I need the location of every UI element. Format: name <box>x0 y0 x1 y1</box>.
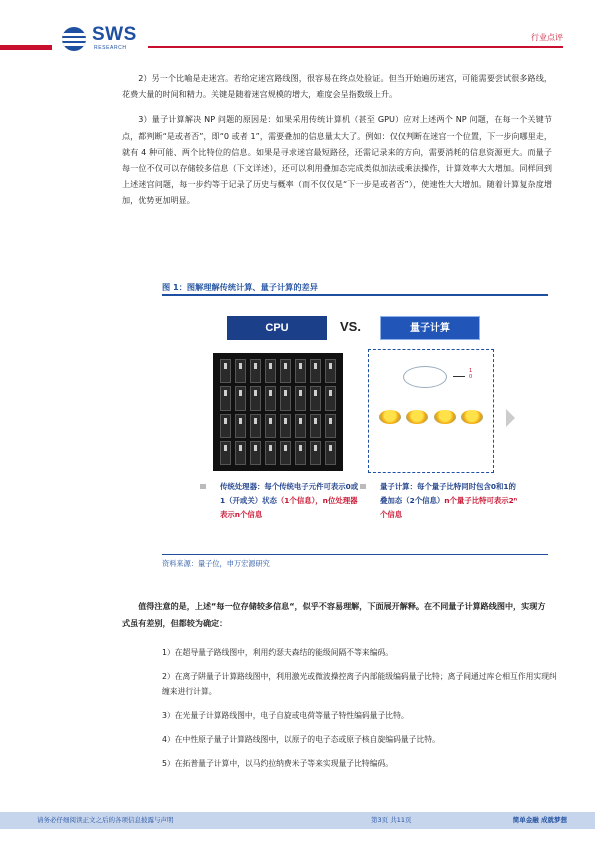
switch-element <box>265 414 276 438</box>
switch-element <box>280 386 291 410</box>
qubit-icon <box>406 410 428 424</box>
switch-element <box>235 441 246 465</box>
switch-element <box>250 441 261 465</box>
qubit-icon <box>461 410 483 424</box>
switch-element <box>220 386 231 410</box>
chevron-right-icon <box>506 409 515 427</box>
figure-bottom-rule <box>162 554 548 555</box>
switch-element <box>265 441 276 465</box>
figure-source: 资料来源：量子位，申万宏源研究 <box>162 559 270 568</box>
qubit-icon <box>379 410 401 424</box>
header-divider <box>148 46 563 48</box>
caption-quantum: 量子计算：每个量子比特同时包含0和1的叠加态（2个信息）n个量子比特可表示2ⁿ个信息 <box>380 480 520 522</box>
qubit-icon <box>434 410 456 424</box>
switch-element <box>220 441 231 465</box>
bullet-icon <box>360 484 366 489</box>
switch-element <box>250 414 261 438</box>
switch-element <box>235 386 246 410</box>
header-accent-bar <box>0 45 52 50</box>
logo-text: SWS <box>92 24 137 45</box>
qubit-illustration <box>368 349 494 473</box>
qubit-state-label: 1 0 <box>469 368 473 380</box>
switch-element <box>325 359 336 383</box>
page-number: 第3页 共11页 <box>371 816 412 824</box>
logo-subtitle: RESEARCH <box>94 45 127 51</box>
sws-logo-icon <box>62 27 86 51</box>
quantum-header: 量子计算 <box>380 316 480 340</box>
paragraph-explanation-intro: 值得注意的是，上述“每一位存储较多信息“，似乎不容易理解，下面展开解释。在不同量子计算路线图中，实现方式虽有差别，但都较为确定： <box>122 601 546 628</box>
switch-element <box>295 441 306 465</box>
switch-element <box>310 359 321 383</box>
switch-element <box>295 414 306 438</box>
arrow-icon <box>453 376 465 377</box>
list-item: 5）在拓普量子计算中，以马约拉纳费米子等来实现量子比特编码。 <box>162 759 394 768</box>
classical-switch-array-image <box>213 353 343 471</box>
switch-element <box>235 414 246 438</box>
switch-element <box>250 386 261 410</box>
switch-element <box>220 414 231 438</box>
switch-element <box>235 359 246 383</box>
switch-element <box>250 359 261 383</box>
figure-title: 图 1：图解理解传统计算、量子计算的差异 <box>162 282 318 292</box>
switch-element <box>325 386 336 410</box>
bloch-sphere-icon <box>403 366 447 388</box>
paragraph-maze: 2）另一个比喻是走迷宫。若给定迷宫路线图，很容易在终点处验证。但当开始遍历迷宫，可能需要尝试很多路线，花费大量的时间和精力。关键是随着迷宫规模的增大，难度会呈指数级上升。 <box>122 73 552 100</box>
qubit-row <box>379 410 483 430</box>
cpu-header: CPU <box>227 316 327 340</box>
list-item: 1）在超导量子路线图中，利用约瑟夫森结的能级间隔不等来编码。 <box>162 648 394 657</box>
body-text <box>122 70 552 218</box>
switch-element <box>325 441 336 465</box>
switch-element <box>280 441 291 465</box>
switch-element <box>310 414 321 438</box>
switch-element <box>220 359 231 383</box>
list-item: 4）在中性原子量子计算路线图中，以原子的电子态或原子核自旋编码量子比特。 <box>162 735 440 744</box>
figure-top-rule <box>162 294 548 296</box>
switch-element <box>295 386 306 410</box>
switch-element <box>310 441 321 465</box>
switch-element <box>265 359 276 383</box>
caption-classical: 传统处理器：每个传统电子元件可表示0或1（开或关）状态（1个信息），n位处理器表示n个信息 <box>220 480 360 522</box>
paragraph-np-problem: 3）量子计算解决 NP 问题的原因是：如果采用传统计算机（甚至 GPU）应对上述两个 NP 问题，在每一个关键节点，都判断“是或者否”，即“0 或者 1”，需要叠加的信息量太大了。例如：仅仅判断在迷宫一个位置，下一步向哪里走，就有 4 种可能、两个比特位的信息。如果是寻求迷宫最短路径，还需记录来的方向，需要消耗的信息资源更大。而量子每一位不仅可以存储较多信息（下文详述），还可以利用叠加态完成类似加法或乘法操作，计算效率大大增加。同样回到上述迷宫问题，每一步约等于记录了历史与概率（而不仅仅是“下一步是或者否”），使速性大大增加。随着计算复杂度增加，优势更加明显。 <box>122 114 552 206</box>
switch-element <box>280 414 291 438</box>
footer-slogan: 简单金融 成就梦想 <box>512 816 567 824</box>
cpu-vs-quantum-figure <box>180 305 540 550</box>
switch-element <box>265 386 276 410</box>
switch-element <box>280 359 291 383</box>
list-item: 2）在离子阱量子计算路线图中，利用激光或微波操控离子内部能级编码量子比特；离子间通过库仑相互作用实现纠缠来进行计算。 <box>162 672 557 696</box>
list-item: 3）在光量子计算路线图中，电子自旋或电荷等量子特性编码量子比特。 <box>162 711 409 720</box>
switch-element <box>295 359 306 383</box>
footer-disclaimer: 请务必仔细阅读正文之后的各项信息披露与声明 <box>37 816 174 824</box>
page-header <box>0 0 595 56</box>
report-type-tag: 行业点评 <box>531 33 563 42</box>
vs-label: VS. <box>340 319 361 334</box>
bullet-icon <box>200 484 206 489</box>
qubit-encoding-list <box>162 645 557 780</box>
switch-element <box>325 414 336 438</box>
switch-element <box>310 386 321 410</box>
